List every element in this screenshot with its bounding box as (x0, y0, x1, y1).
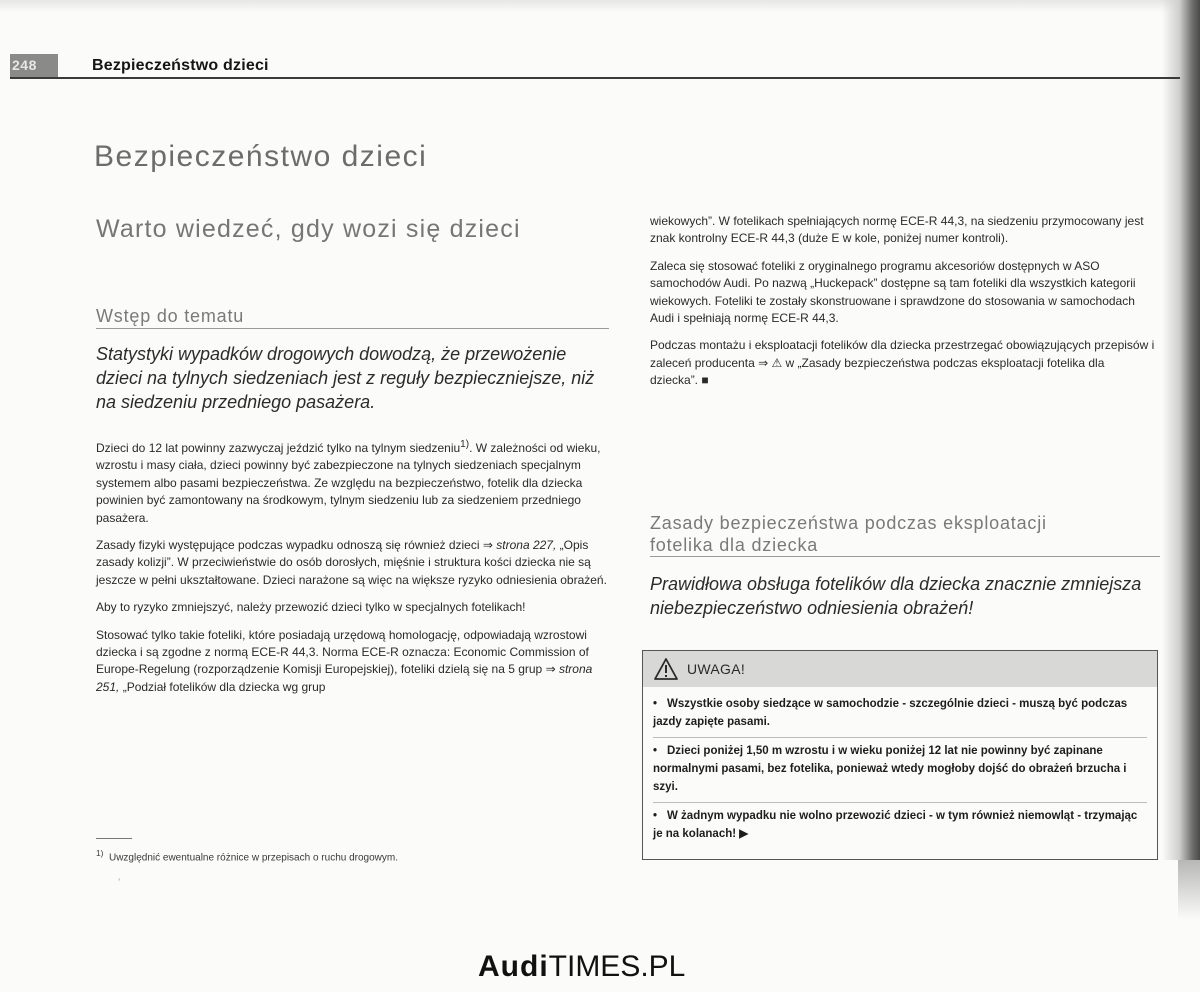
footnote-text: Uwzględnić ewentualne różnice w przepisach o ruchu drogowym. (108, 852, 399, 864)
bullet-icon: • (653, 810, 658, 822)
paragraph-4-text-b: „Podział fotelików dla dziecka wg grup (122, 679, 326, 694)
warning-title: UWAGA! (687, 661, 746, 677)
subsection-rule-right (650, 556, 1160, 557)
lead-paragraph: Statystyki wypadków drogowych dowodzą, że przewożenie dzieci na tylnych siedzeniach jest z reguły bezpieczniejsze, niż na siedzeniu przedniego pasażera. (96, 344, 595, 412)
paragraph-1 (96, 436, 608, 527)
paragraph-3: Aby to ryzyko zmniejszyć, należy przewozić dzieci tylko w specjalnych fotelikach! (96, 600, 526, 615)
warning-item-text: W żadnym wypadku nie wolno przewozić dzieci - w tym również niemowląt - trzymając je na kolanach! ▶ (653, 810, 1138, 840)
footnote-rule (96, 838, 132, 839)
stray-mark: ʼ (118, 878, 121, 889)
paragraph-2 (96, 537, 608, 589)
logo-suffix: TIMES.PL (548, 950, 686, 983)
subsection-title: Wstęp do tematu (96, 306, 245, 326)
paragraph-4 (96, 627, 608, 697)
warning-header (643, 651, 1157, 687)
bullet-icon: • (653, 745, 658, 757)
paragraph-1-text-a: Dzieci do 12 lat powinny zazwyczaj jeździć tylko na tylnym siedzeniu (96, 441, 461, 455)
right-paragraph-2: Zaleca się stosować foteliki z oryginalnego programu akcesoriów dostępnych w ASO samochodów Audi. Po nazwą „Huckepack” dostępne są tam foteliki dla wszystkich kategorii wiekowych. Foteliki te zostały skonstruowane i sprawdzone do stosowania w samochodach Audi i spełniają normę ECE-R 44,3. (650, 258, 1136, 326)
footnote-marker: 1) (96, 848, 104, 858)
lead-paragraph-right: Prawidłowa obsługa fotelików dla dziecka znacznie zmniejsza niebezpieczeństwo odniesienia obrażeń! (650, 574, 1142, 618)
warning-item-text: Wszystkie osoby siedzące w samochodzie - szczególnie dzieci - muszą być podczas jazdy zapięte pasami. (653, 698, 1128, 728)
warning-item (653, 802, 1147, 843)
paragraph-2-text-a: Zasady fizyki występujące podczas wypadku odnoszą się również dzieci ⇒ (96, 538, 493, 553)
warning-triangle-icon (653, 657, 679, 681)
footnote-reference: 1) (460, 439, 470, 450)
warning-list (653, 695, 1147, 849)
right-paragraph-1: wiekowych”. W fotelikach spełniających normę ECE-R 44,3, na siedzeniu przymocowany jest znak kontrolny ECE-R 44,3 (duże E w kole, poniżej numer kontroli). (650, 214, 1144, 246)
footnote (96, 848, 398, 863)
warning-item (653, 737, 1147, 796)
left-column-body (96, 436, 608, 706)
page-reference-link[interactable]: strona 251, (96, 662, 593, 694)
warning-item-text: Dzieci poniżej 1,50 m wzrostu i w wieku poniżej 12 lat nie powinny być zapinane normalnymi pasami, bez fotelika, ponieważ wtedy mogłoby dojść do obrażeń brzucha i szyi. (653, 745, 1127, 793)
paragraph-4-text-a: Stosować tylko takie foteliki, które posiadają urzędową homologację, odpowiadają wzrostowi dziecka i są zgodne z normą ECE-R 44,3. Norma ECE-R oznacza: Economic Commission of Europe-Regelung (rozporządzenie Komisji Europejskiej), foteliki dzielą się na 5 grup ⇒ (96, 627, 589, 677)
running-head: Bezpieczeństwo dzieci (92, 57, 269, 74)
page-reference-link[interactable]: strona 227, (496, 538, 557, 553)
binding-shadow (1162, 0, 1200, 860)
section-title: Warto wiedzeć, gdy wozi się dzieci (96, 215, 521, 243)
subsection-title-right: Zasady bezpieczeństwa podczas eksploatacji fotelika dla dziecka (650, 513, 1047, 555)
paragraph-1-text-b: . W zależności od wieku, wzrostu i masy ciała, dzieci powinny być zabezpieczone na tylnych siedzeniach specjalnym systemem albo pasami bezpieczeństwa. Ze względu na bezpieczeństwo, fotelik dla dziecka powinien być zamontowany na środkowym, tylnym siedzeniu lub za siedzeniem przedniego pasażera. (96, 441, 601, 525)
right-paragraph-3: Podczas montażu i eksploatacji fotelików dla dziecka przestrzegać obowiązujących przepisów i zaleceń producenta ⇒ ⚠ w „Zasady bezpieczeństwa podczas eksploatacji fotelika dla dziecka”. ■ (650, 338, 1155, 388)
logo-brand: Audi (478, 950, 549, 983)
subsection-rule (96, 328, 609, 329)
bullet-icon: • (653, 698, 658, 710)
header-rule (10, 77, 1180, 79)
binding-shadow-lower (1178, 860, 1200, 920)
chapter-title: Bezpieczeństwo dzieci (94, 140, 428, 173)
page-top-edge (0, 0, 1200, 12)
right-column-body (650, 213, 1155, 400)
warning-box (642, 650, 1158, 860)
paragraph-2-text-b: „Opis zasady kolizji”. W przeciwieństwie do osób dorosłych, mięśnie i struktura kości dziecka nie są jeszcze w pełni ukształtowane. Dzieci narażone są więc na większe ryzyko odniesienia obrażeń. (96, 538, 607, 587)
page-number: 248 (12, 57, 37, 73)
site-watermark-logo (478, 950, 685, 984)
warning-item (653, 695, 1147, 731)
